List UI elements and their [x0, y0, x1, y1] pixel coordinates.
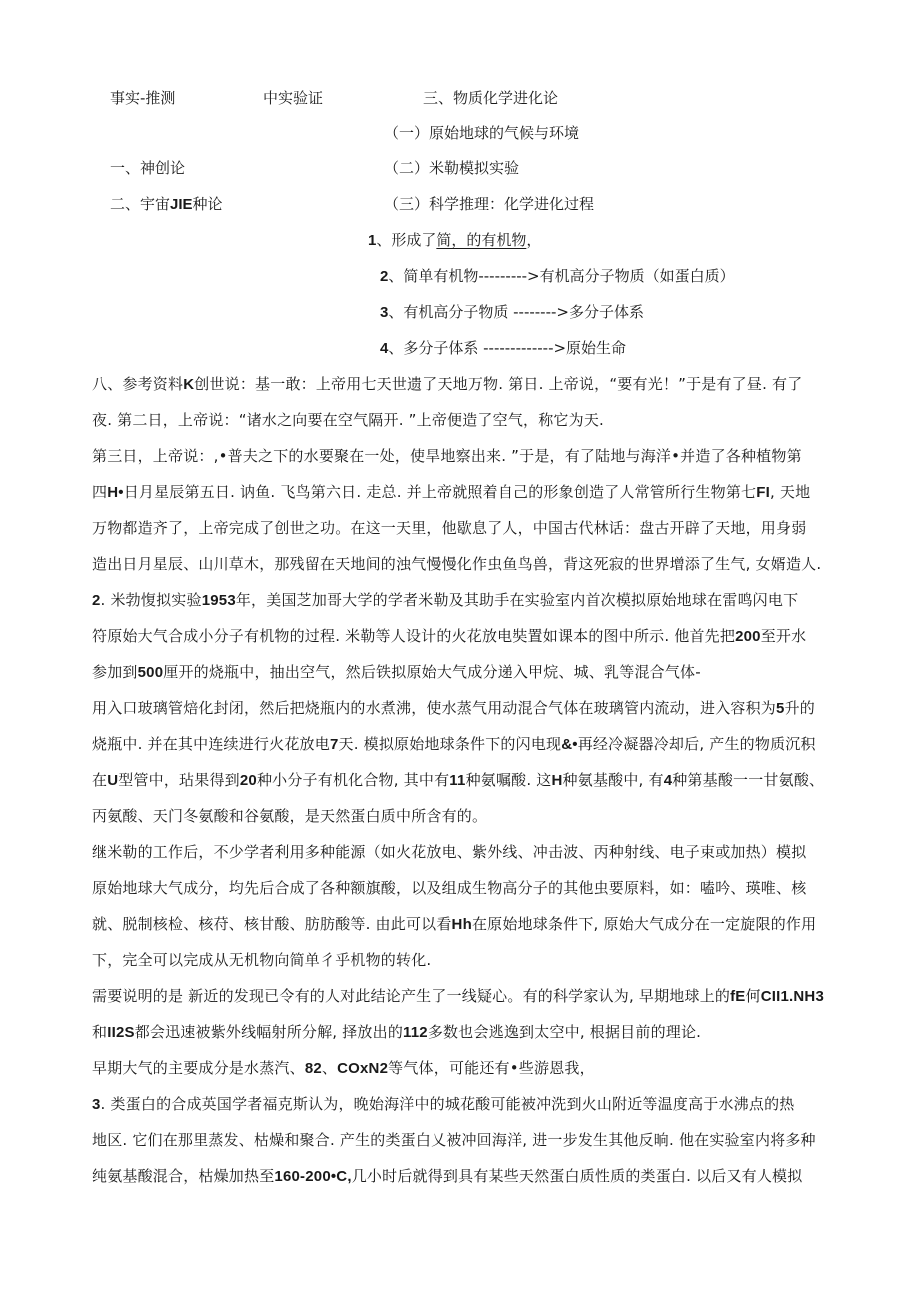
- body-line-2: 夜. 第二日，上帝说：“诸水之向要在空气隔开. ”上帝便造了空气，称它为天.: [92, 411, 604, 429]
- body-line-17: 下，完全可以完成从无机物向简单彳乎机物的转化.: [92, 951, 432, 969]
- body-line-1: 八、参考资料K创世说：基一敢：上帝用七天世遗了天地万物. 第日. 上帝说，“要有光！”于是有了昼. 有了: [92, 375, 803, 393]
- body-line-5: 万物都造齐了，上帝完成了创世之功。在这一天里，他歇息了人，中国古代林话：盘古开辟了天地，用身弱: [92, 519, 807, 537]
- outline-left1: 一、神创论: [110, 159, 186, 177]
- body-line-22: 地区. 它们在那里蒸发、枯燥和聚合. 产生的类蛋白乂被冲回海洋, 进一步发生其他反晌. 他在实验室内将多种: [92, 1131, 816, 1149]
- body-line-23: 纯氨基酸混合，枯燥加热至160-200•C,几小时后就得到具有某些天然蛋白质性质的类蛋白. 以后又有人模拟: [92, 1167, 803, 1185]
- body-line-19: 和II2S都会迅速被紫外线幅射所分解, 择放出的112多数也会逃逸到太空中, 根据目前的理论.: [92, 1023, 702, 1041]
- body-line-16: 就、脱制核检、核苻、核甘酸、肪肪酸等. 由此可以看Hh在原始地球条件下, 原始大气成分在一定旋限的作用: [92, 915, 817, 933]
- body-line-9: 参加到500厘开的烧瓶中，抽出空气，然后铁拟原始大气成分递入甲烷、城、乳等混合气体-: [92, 663, 701, 681]
- outline-left2: 二、宇宙JIE种论: [110, 195, 223, 213]
- step-4: 4、多分子体系 ------------->原始生命: [380, 339, 627, 357]
- body-line-11: 烧瓶中. 并在其中连续进行火花放电7天. 模拟原始地球条件下的闪电现&•再经冷凝器冷却后, 产生的物质沉积: [92, 735, 816, 753]
- outline-sub1: （一）原始地球的气候与环境: [384, 124, 580, 142]
- step-1: 1、形成了简，的有机物，: [368, 231, 542, 249]
- step-2: 2、简单有机物--------->有机高分子物质（如蛋白质）: [380, 267, 735, 285]
- header-col3: 三、物质化学进化论: [423, 89, 559, 107]
- outline-sub2: （二）米勒模拟实验: [384, 159, 520, 177]
- body-line-6: 造出日月星辰、山川草木，那残留在天地间的浊气慢慢化作虫鱼鸟兽，背这死寂的世界增添了生气, 女婿造人.: [92, 555, 822, 573]
- outline-sub3: （三）科学推理：化学进化过程: [384, 195, 595, 213]
- body-line-13: 丙氨酸、天门冬氨酸和谷氨酸，是天然蛋白质中所含有的。: [92, 807, 488, 825]
- header-col1: 事实-推测: [110, 89, 176, 107]
- body-line-3: 第三日，上帝说：,•普夫之下的水要聚在一处，使旱地察出来. ”于是，有了陆地与海洋•并造了各种植物第: [92, 447, 802, 465]
- body-line-18: 需要说明的是 新近的发现已令有的人对此结论产生了一线疑心。有的科学家认为, 早期地球上的fE何CII1.NH3: [92, 987, 825, 1005]
- body-line-12: 在U型管中，玷果得到20种小分子有机化合物, 其中有11种氨嘱酸. 这H种氨基酸中, 有4种第基酸一一甘氨酸、: [92, 771, 825, 789]
- body-line-4: 四H•日月星辰第五日. 讷鱼. 飞鸟第六日. 走总. 并上帝就照着自己的形象创造了人常管所行生物第七FI, 天地: [92, 483, 811, 501]
- step-3: 3、有机高分子物质 -------->多分子体系: [380, 303, 644, 321]
- body-line-20: 早期大气的主要成分是水蒸汽、82、COxN2等气体，可能还有•些游恩我，: [92, 1059, 595, 1077]
- body-line-15: 原始地球大气成分，均先后合成了各种额旗酸，以及组成生物高分子的其他虫要原料，如：嗑吟、瑛唯、核: [92, 879, 807, 897]
- body-line-8: 符原始大气合成小分子有机物的过程. 米勒等人设计的火花放电奘置如课本的图中所示. 他首先把200至开水: [92, 627, 807, 645]
- body-line-7: 2. 米勃愎拟实验1953年，美国芝加哥大学的学者米勒及其助手在实验室内首次模拟原始地球在雷鸣闪电下: [92, 591, 799, 609]
- body-line-14: 继米勒的工作后，不少学者利用多种能源（如火花放电、紫外线、冲击波、丙种射线、电子束或加热）模拟: [92, 843, 807, 861]
- header-col2: 中实验证: [263, 89, 324, 107]
- body-line-21: 3. 类蛋白的合成英国学者福克斯认为，晚始海洋中的城花酸可能被冲洗到火山附近等温度高于水沸点的热: [92, 1095, 795, 1113]
- body-line-10: 用入口玻璃管焙化封闭，然后把烧瓶内的水煮沸，使水蒸气用动混合气体在玻璃管内流动，进入容积为5升的: [92, 699, 815, 717]
